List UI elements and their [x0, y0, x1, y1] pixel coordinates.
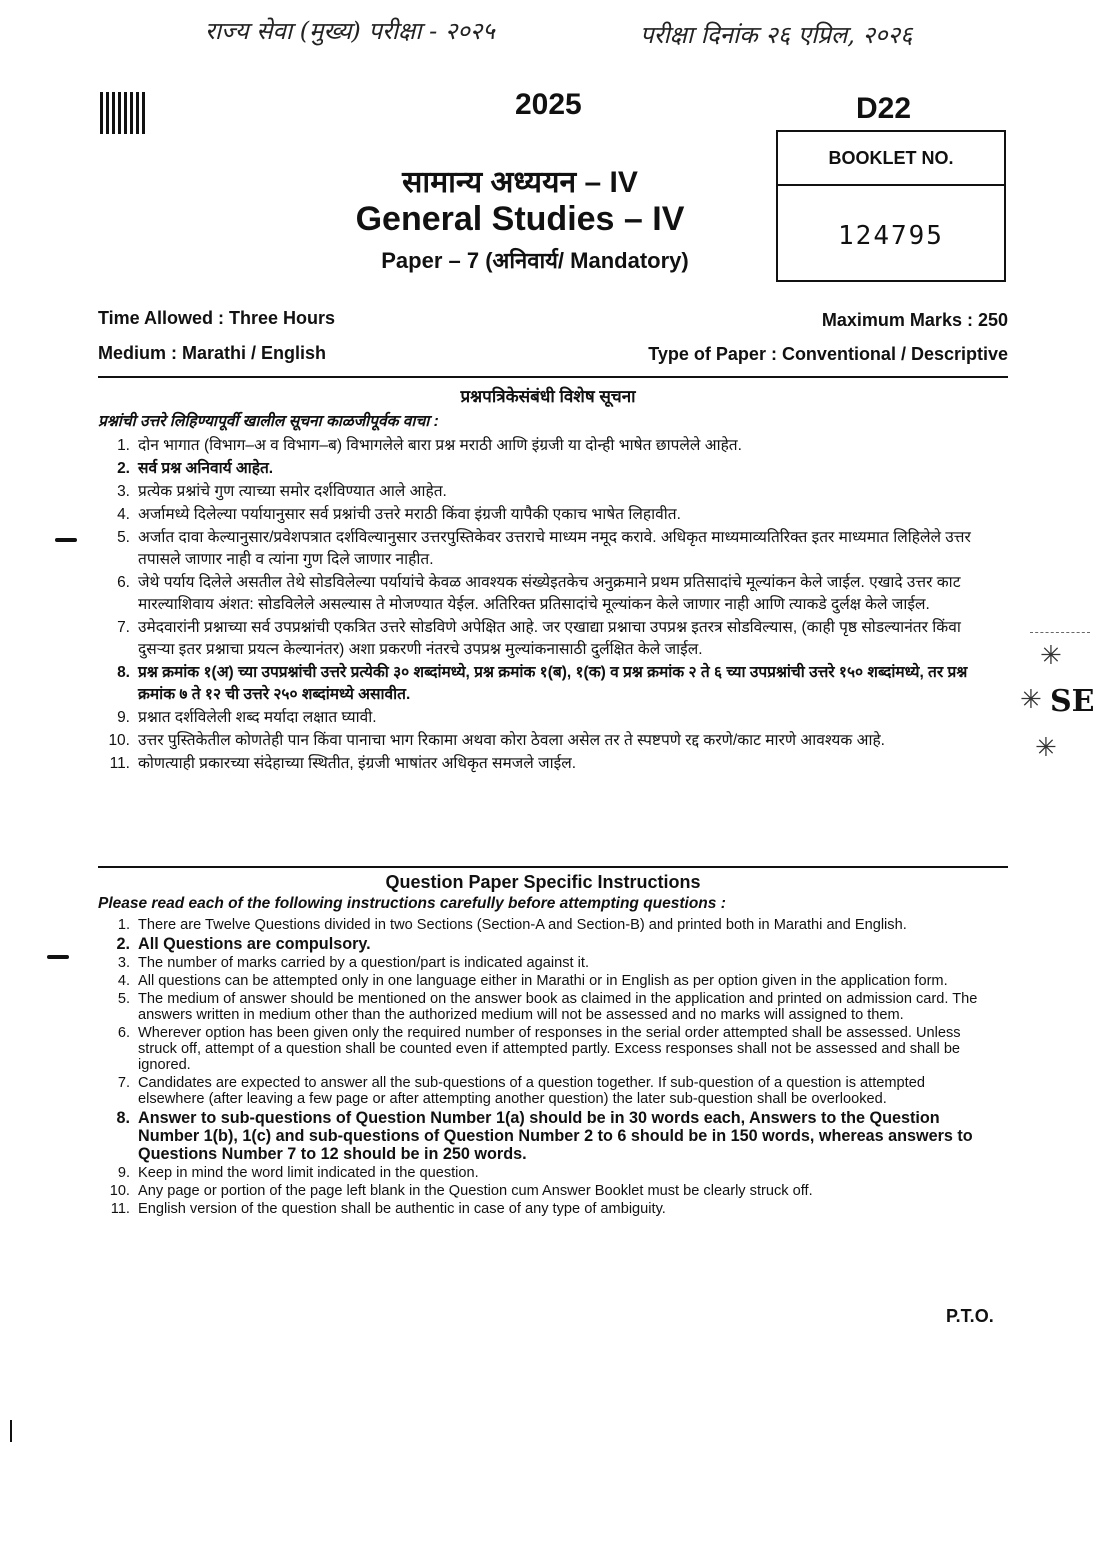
item-text: The number of marks carried by a question/part is indicated against it. [138, 955, 590, 971]
item-text: All Questions are compulsory. [138, 935, 371, 953]
english-instruction-item [98, 1109, 988, 1163]
item-number: 4. [117, 973, 130, 989]
marathi-instructions [98, 384, 998, 776]
item-number: 10. [108, 732, 130, 749]
item-text: दोन भागात (विभाग–अ व विभाग–ब) विभागलेले बारा प्रश्न मराठी आणि इंग्रजी या दोन्ही भाषेत छापलेले आहेत. [138, 437, 742, 454]
item-number: 5. [117, 529, 130, 546]
item-number: 8. [116, 1109, 130, 1127]
marathi-heading: प्रश्नपत्रिकेसंबंधी विशेष सूचना [460, 387, 636, 406]
item-text: Keep in mind the word limit indicated in the question. [138, 1165, 479, 1181]
maximum-marks: Maximum Marks : 250 [821, 310, 1008, 330]
item-number: 2. [117, 460, 130, 477]
english-instruction-item [98, 1183, 988, 1199]
item-number: 4. [117, 506, 130, 523]
item-text: There are Twelve Questions divided in two Sections (Section-A and Section-B) and printed both in Marathi and English. [138, 917, 907, 933]
item-text: उमेदवारांनी प्रश्नाच्या सर्व उपप्रश्नांची एकत्रित उत्तरे सोडविणे अपेक्षित आहे. जर एखाद्या प्रश्नाचा उपप्रश्न इतरत्र सोडविल्यास, (काही पृष्ठ सोडल्यानंतर किंवा दुसऱ्या इतर प्रश्नाचा प्रयत्न केल्यानंतर) अशा प्रकरणी नंतरचे उपप्रश्न मुल्यांकनासाठी दुर्लक्षित केले जाईल. [138, 619, 961, 658]
item-text: प्रश्न क्रमांक १(अ) च्या उपप्रश्नांची उत्तरे प्रत्येकी ३० शब्दांमध्ये, प्रश्न क्रमांक १(ब), १(क) व प्रश्न क्रमांक २ ते ६ च्या उपप्रश्नांची उत्तरे १५० शब्दांमध्ये, तर प्रश्न क्रमांक ७ ते १२ ची उत्तरे २५० शब्दांमध्ये असावीत. [138, 664, 968, 703]
marathi-instruction-item [98, 707, 998, 729]
marathi-instruction-list [98, 435, 998, 775]
margin-mark [55, 538, 77, 542]
english-instruction-list [98, 917, 988, 1217]
english-instruction-item [98, 917, 988, 933]
item-number: 2. [116, 935, 130, 953]
item-number: 11. [110, 1201, 130, 1217]
title-english: General Studies – IV [355, 200, 685, 238]
marathi-instruction-item [98, 617, 998, 661]
item-number: 8. [117, 664, 130, 681]
marathi-instruction-item [98, 730, 998, 752]
item-number: 6. [117, 574, 130, 591]
item-text: प्रश्नात दर्शविलेली शब्द मर्यादा लक्षात घ्यावी. [138, 709, 377, 726]
handwritten-exam-name: राज्य सेवा (मुख्य) परीक्षा - २०२५ [205, 17, 495, 45]
item-text: सर्व प्रश्न अनिवार्य आहेत. [138, 460, 274, 477]
divider-top [98, 376, 1008, 378]
divider-middle [98, 866, 1008, 868]
barcode-image [100, 92, 146, 134]
item-number: 3. [117, 483, 130, 500]
item-text: All questions can be attempted only in one language either in Marathi or in English as per option given in the application form. [138, 973, 948, 989]
item-text: Wherever option has been given only the required number of responses in the serial order attempted shall be assessed. Unless struck off, attempt of a question shall be counted even if attempted partly. Excess responses shall not be assessed and shall be ignored. [138, 1025, 961, 1073]
margin-stamp: SE [1050, 684, 1095, 719]
english-instruction-item [98, 973, 988, 989]
english-instruction-item [98, 935, 988, 953]
marathi-subheading: प्रश्नांची उत्तरे लिहिण्यापूर्वी खालील सूचना काळजीपूर्वक वाचा : [98, 413, 439, 430]
item-text: The medium of answer should be mentioned on the answer book as claimed in the application and printed on admission card. The answers written in medium other than the authorized medium will not be assessed and no marks will assigned to them. [138, 991, 978, 1023]
english-instruction-item [98, 1165, 988, 1181]
title-marathi: सामान्य अध्ययन – IV [402, 166, 638, 199]
medium: Medium : Marathi / English [98, 343, 327, 363]
asterisk-icon: ✳ [1035, 732, 1057, 762]
booklet-label: BOOKLET NO. [778, 132, 1004, 186]
english-subheading: Please read each of the following instructions carefully before attempting questions : [98, 895, 726, 912]
exam-year: 2025 [515, 88, 582, 121]
item-number: 7. [117, 1075, 130, 1091]
item-number: 11. [109, 755, 130, 772]
item-number: 10. [109, 1183, 130, 1199]
item-text: कोणत्याही प्रकारच्या संदेहाच्या स्थितीत, इंग्रजी भाषांतर अधिकृत समजले जाईल. [138, 755, 577, 772]
asterisk-icon: ✳ [1020, 684, 1042, 714]
paper-type: Type of Paper : Conventional / Descriptive [648, 344, 1008, 364]
item-text: English version of the question shall be authentic in case of any type of ambiguity. [138, 1201, 666, 1217]
marathi-instruction-item [98, 481, 998, 503]
item-text: प्रत्येक प्रश्नांचे गुण त्याच्या समोर दर्शविण्यात आले आहेत. [138, 483, 447, 500]
item-text: Answer to sub-questions of Question Number 1(a) should be in 30 words each, Answers to the Question Number 1(b), 1(c) and sub-questions of Question Number 2 to 6 should be in 150 words, whereas answers to Questions Number 7 to 12 should be in 250 words. [138, 1109, 973, 1163]
time-allowed: Time Allowed : Three Hours [98, 308, 336, 328]
marathi-instruction-item [98, 504, 998, 526]
item-number: 9. [117, 1165, 130, 1181]
item-number: 3. [117, 955, 130, 971]
item-number: 1. [117, 917, 130, 933]
booklet-number-box [776, 130, 1006, 282]
item-number: 7. [117, 619, 130, 636]
english-instruction-item [98, 1075, 988, 1107]
paper-code: D22 [856, 92, 912, 125]
item-text: जेथे पर्याय दिलेले असतील तेथे सोडविलेल्या पर्यायांचे केवळ आवश्यक संख्येइतकेच अनुक्रमाने प्रथम प्रतिसादांचे मूल्यांकन केले जाईल. एखादे उत्तर काट मारल्याशिवाय अंशत: सोडविलेले असल्यास ते मोजण्यात येईल. अतिरिक्त प्रतिसादांचे मूल्यांकन केले जाणार नाही आणि त्याकडे दुर्लक्ष केले जाईल. [138, 574, 961, 613]
english-instruction-item [98, 1025, 988, 1073]
marathi-instruction-item [98, 572, 998, 616]
marathi-instruction-item [98, 753, 998, 775]
booklet-number: 124795 [838, 221, 944, 251]
margin-mark [47, 955, 69, 959]
paper-label: Paper – 7 (अनिवार्य/ Mandatory) [381, 248, 689, 273]
marathi-instruction-item [98, 458, 998, 480]
english-instruction-item [98, 991, 988, 1023]
margin-dash [1030, 632, 1090, 633]
item-number: 6. [117, 1025, 130, 1041]
handwritten-exam-date: परीक्षा दिनांक २६ एप्रिल, २०२६ [640, 21, 913, 49]
marathi-instruction-item [98, 662, 998, 706]
item-text: अर्जामध्ये दिलेल्या पर्यायानुसार सर्व प्रश्नांची उत्तरे मराठी किंवा इंग्रजी यापैकी एकाच भाषेत लिहावीत. [138, 506, 681, 523]
item-number: 5. [117, 991, 130, 1007]
item-text: उत्तर पुस्तिकेतील कोणतेही पान किंवा पानाचा भाग रिकामा अथवा कोरा ठेवला असेल तर ते स्पष्टपणे रद्द करणे/काट मारणे आवश्यक आहे. [138, 732, 885, 749]
please-turn-over: P.T.O. [946, 1306, 994, 1326]
margin-mark [10, 1420, 12, 1442]
asterisk-icon: ✳ [1040, 640, 1062, 670]
marathi-instruction-item [98, 435, 998, 457]
english-heading: Question Paper Specific Instructions [385, 872, 701, 892]
item-text: Candidates are expected to answer all the sub-questions of a question together. If sub-question of a question is attempted elsewhere (after leaving a few page or after attempting another question) the later sub-question shall be overlooked. [138, 1075, 925, 1107]
english-instructions [98, 872, 988, 1219]
item-text: Any page or portion of the page left blank in the Question cum Answer Booklet must be clearly struck off. [138, 1183, 813, 1199]
marathi-instruction-item [98, 527, 998, 571]
item-number: 1. [117, 437, 130, 454]
english-instruction-item [98, 955, 988, 971]
english-instruction-item [98, 1201, 988, 1217]
item-text: अर्जात दावा केल्यानुसार/प्रवेशपत्रात दर्शविल्यानुसार उत्तरपुस्तिकेवर उत्तराचे माध्यम नमूद करावे. अधिकृत माध्यमाव्यतिरिक्त इतर माध्यमात लिहिलेले उत्तर तपासले जाणार नाही व त्यांना गुण दिले जाणार नाहीत. [138, 529, 971, 568]
item-number: 9. [117, 709, 130, 726]
